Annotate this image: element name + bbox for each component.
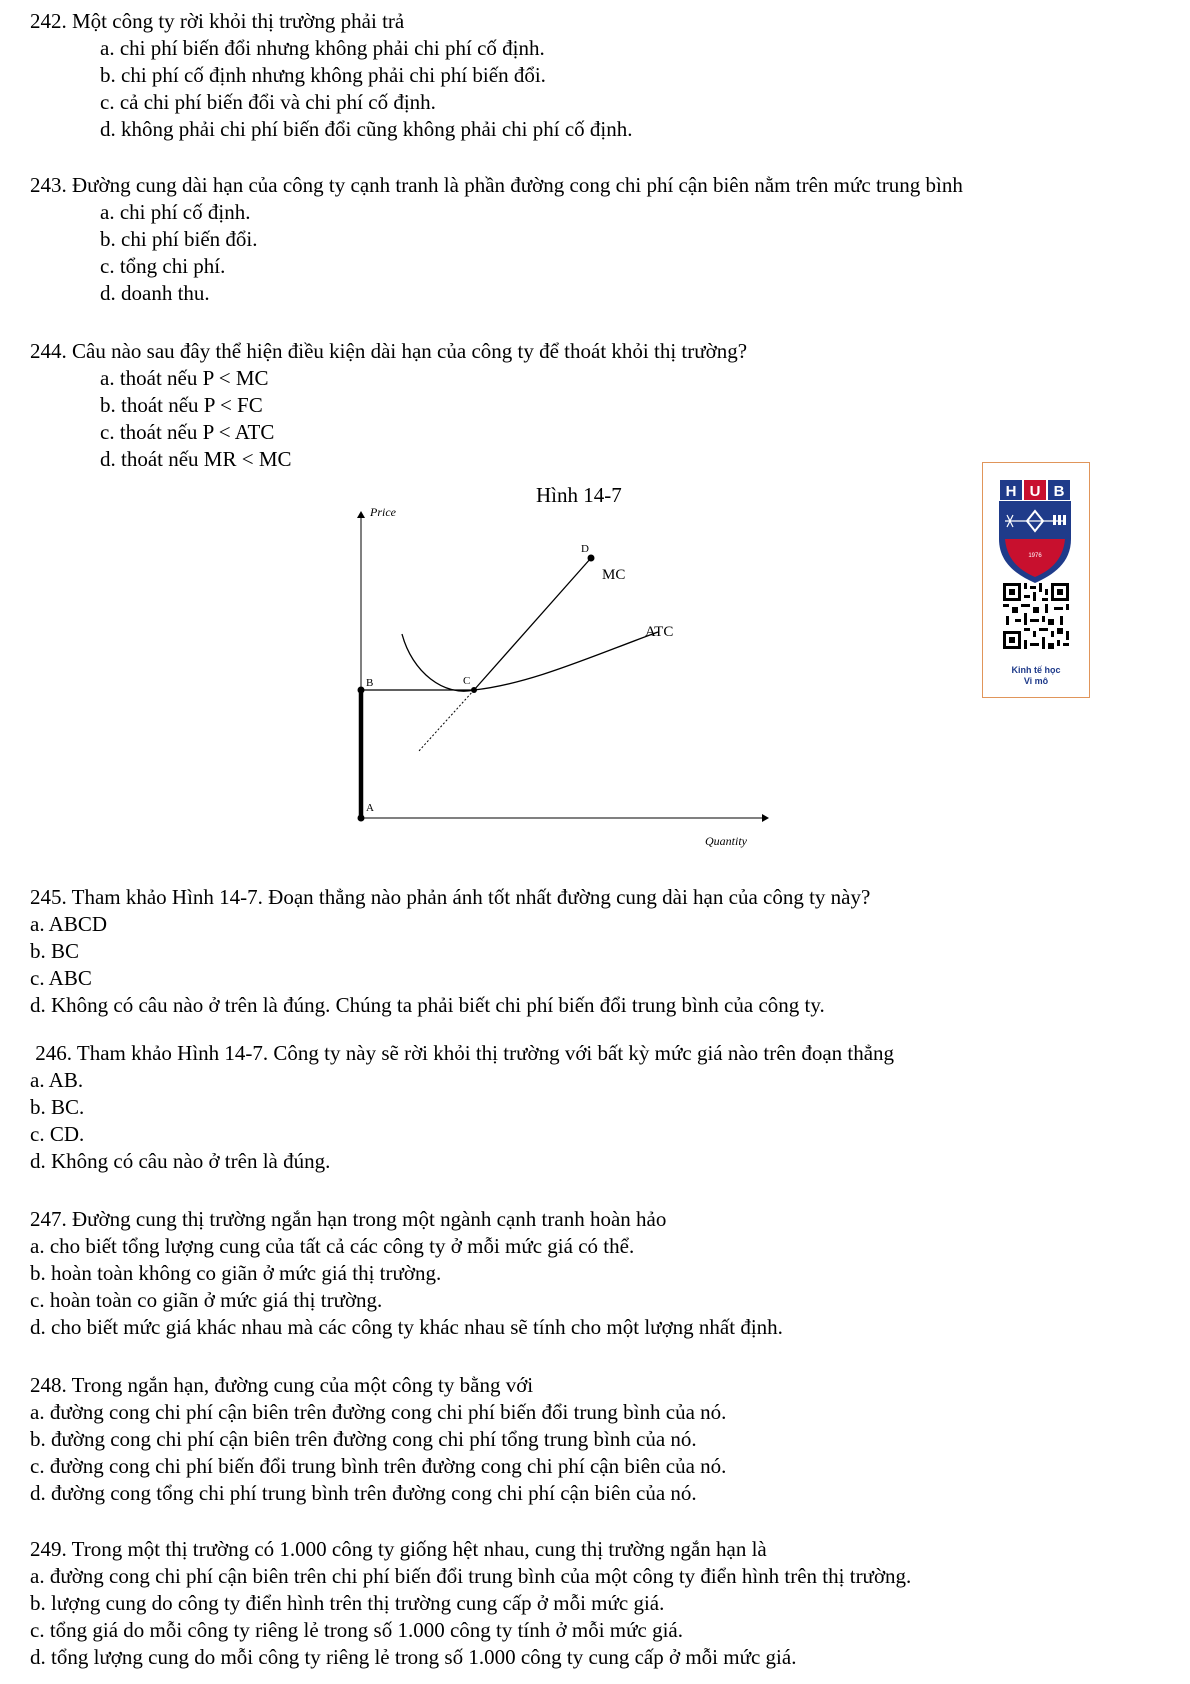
option-a: a. chi phí biến đổi nhưng không phải chi phí cố định. [100, 36, 545, 60]
option-d: d. Không có câu nào ở trên là đúng. Chúng ta phải biết chi phí biến đổi trung bình của công ty. [30, 993, 825, 1017]
option-c: c. ABC [30, 966, 92, 990]
question-244 [30, 338, 1170, 473]
figure-title: Hình 14-7 [536, 483, 622, 507]
atc-label: ATC [645, 624, 674, 640]
logo-letter-b: B [1053, 483, 1065, 500]
option-d: d. doanh thu. [100, 281, 210, 305]
question-stem: 242. Một công ty rời khỏi thị trường phải trả [30, 9, 405, 33]
atc-curve [402, 632, 658, 691]
question-248 [30, 1372, 1170, 1507]
question-245 [30, 884, 1170, 1019]
option-d: d. đường cong tổng chi phí trung bình trên đường cong chi phí cận biên của nó. [30, 1481, 697, 1505]
question-249 [30, 1536, 1170, 1671]
option-b: b. lượng cung do công ty điển hình trên thị trường cung cấp ở mỗi mức giá. [30, 1591, 665, 1615]
option-d: d. cho biết mức giá khác nhau mà các công ty khác nhau sẽ tính cho một lượng nhất định. [30, 1315, 783, 1339]
option-a: a. đường cong chi phí cận biên trên chi phí biến đổi trung bình của một công ty điển hình trên thị trường. [30, 1564, 912, 1588]
option-d: d. không phải chi phí biến đổi cũng không phải chi phí cố định. [100, 117, 633, 141]
logo-caption-line2: Vi mô [1023, 676, 1049, 686]
mc-curve [474, 558, 591, 690]
mc-label: MC [602, 567, 626, 583]
qr-code [1003, 583, 1069, 649]
question-stem: 246. Tham khảo Hình 14-7. Công ty này sẽ rời khỏi thị trường với bất kỳ mức giá nào trên đoạn thẳng [30, 1041, 895, 1065]
point-d [588, 555, 595, 562]
point-b-label: B [366, 677, 374, 689]
option-a: a. chi phí cố định. [100, 200, 251, 224]
point-a-label: A [366, 802, 374, 814]
option-a: a. AB. [30, 1068, 84, 1092]
question-242 [30, 8, 1170, 143]
question-stem: 245. Tham khảo Hình 14-7. Đoạn thẳng nào phản ánh tốt nhất đường cung dài hạn của công ty này? [30, 885, 871, 909]
option-d: d. tổng lượng cung do mỗi công ty riêng lẻ trong số 1.000 công ty cung cấp ở mỗi mức giá. [30, 1645, 797, 1669]
cost-curves-diagram [340, 472, 780, 852]
option-b: b. BC [30, 939, 80, 963]
logo-letter-h: H [1005, 483, 1017, 500]
mc-curve-extension [418, 690, 474, 752]
option-a: a. ABCD [30, 912, 108, 936]
option-b: b. hoàn toàn không co giãn ở mức giá thị trường. [30, 1261, 442, 1285]
option-b: b. đường cong chi phí cận biên trên đường cong chi phí tổng trung bình của nó. [30, 1427, 697, 1451]
point-a [358, 815, 365, 822]
point-c-label: C [463, 675, 471, 687]
point-d-label: D [581, 543, 589, 555]
option-d: d. Không có câu nào ở trên là đúng. [30, 1149, 331, 1173]
option-a: a. thoát nếu P < MC [100, 366, 269, 390]
option-b: b. BC. [30, 1095, 85, 1119]
hub-logo-icon [983, 463, 1088, 663]
option-b: b. chi phí biến đổi. [100, 227, 258, 251]
option-c: c. CD. [30, 1122, 85, 1146]
option-a: a. đường cong chi phí cận biên trên đường cong chi phí biến đổi trung bình của nó. [30, 1400, 727, 1424]
option-c: c. thoát nếu P < ATC [100, 420, 275, 444]
logo-letter-u: U [1029, 483, 1041, 500]
y-axis-label: Price [370, 505, 396, 519]
question-stem: 244. Câu nào sau đây thể hiện điều kiện dài hạn của công ty để thoát khỏi thị trường? [30, 339, 748, 363]
question-stem: 243. Đường cung dài hạn của công ty cạnh tranh là phần đường cong chi phí cận biên nằm trên mức trung bình [30, 173, 963, 197]
logo-caption-line1: Kinh tế học [1011, 665, 1061, 675]
question-243 [30, 172, 1170, 307]
option-b: b. chi phí cố định nhưng không phải chi phí biến đổi. [100, 63, 546, 87]
option-c: c. tổng giá do mỗi công ty riêng lẻ trong số 1.000 công ty tính ở mỗi mức giá. [30, 1618, 683, 1642]
option-c: c. tổng chi phí. [100, 254, 226, 278]
question-247 [30, 1206, 1170, 1341]
hub-logo-card [982, 462, 1090, 698]
question-stem: 247. Đường cung thị trường ngắn hạn trong một ngành cạnh tranh hoàn hảo [30, 1207, 667, 1231]
option-c: c. đường cong chi phí biến đổi trung bình trên đường cong chi phí cận biên của nó. [30, 1454, 727, 1478]
x-axis-label: Quantity [705, 834, 747, 848]
option-c: c. cả chi phí biến đổi và chi phí cố định. [100, 90, 436, 114]
option-c: c. hoàn toàn co giãn ở mức giá thị trường. [30, 1288, 383, 1312]
option-d: d. thoát nếu MR < MC [100, 447, 292, 471]
point-b [358, 687, 365, 694]
logo-year: 1976 [1028, 553, 1042, 559]
question-246 [30, 1040, 1170, 1175]
figure-14-7 [340, 472, 780, 852]
question-stem: 248. Trong ngắn hạn, đường cung của một công ty bằng với [30, 1373, 534, 1397]
option-b: b. thoát nếu P < FC [100, 393, 263, 417]
option-a: a. cho biết tổng lượng cung của tất cả các công ty ở mỗi mức giá có thể. [30, 1234, 635, 1258]
point-c [471, 687, 477, 693]
question-stem: 249. Trong một thị trường có 1.000 công ty giống hệt nhau, cung thị trường ngắn hạn là [30, 1537, 767, 1561]
